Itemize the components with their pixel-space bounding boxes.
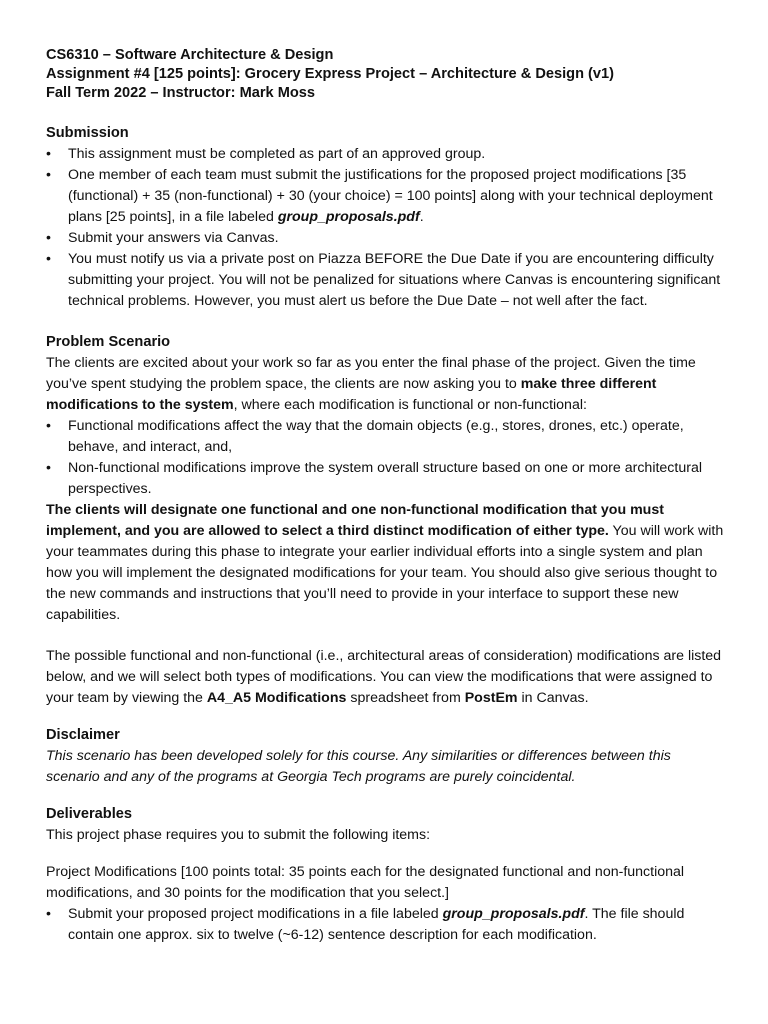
filename: group_proposals.pdf bbox=[277, 209, 420, 225]
deliverables-intro: This project phase requires you to submit the following items: bbox=[46, 827, 431, 843]
scenario-paragraph: The clients are excited about your work so far as you enter the final phase of the project. Given the time you’ve spent studying the problem space, the clients are now asking you to make three different modifications to the system, where each modification is functional or non-functional: bbox=[46, 355, 696, 413]
list-item: • Non-functional modifications improve the system overall structure based on one or more architectural perspectives. bbox=[46, 458, 728, 500]
list-item: • Submit your answers via Canvas. bbox=[46, 228, 728, 249]
modifications-heading: Project Modifications [100 points total: 35 points each for the designated functional and non-functional modifications, and 30 points for the modification that you select.] bbox=[46, 864, 685, 901]
disclaimer-text: This scenario has been developed solely for this course. Any similarities or differences between this scenario and any of the programs at Georgia Tech programs are purely coincidental. bbox=[46, 748, 671, 785]
scenario-paragraph: The possible functional and non-functional (i.e., architectural areas of consideration) modifications are listed below, and we will select both types of modifications. You can view the modifications that were assigned to your team by viewing the A4_A5 Modifications spreadsheet from PostEm in Canvas. bbox=[46, 648, 722, 706]
assignment-title: Assignment #4 [125 points]: Grocery Express Project – Architecture & Design (v1) bbox=[46, 66, 614, 82]
list-item: • You must notify us via a private post on Piazza BEFORE the Due Date if you are encountering difficulty submitting your project. You will not be penalized for situations where Canvas is encountering significant technical problems. However, you must alert us before the Due Date – not well after the fact. bbox=[46, 249, 728, 312]
list-item: • This assignment must be completed as part of an approved group. bbox=[46, 144, 728, 165]
list-item: • Functional modifications affect the way that the domain objects (e.g., stores, drones, etc.) operate, behave, and interact, and, bbox=[46, 416, 728, 458]
filename: group_proposals.pdf bbox=[442, 906, 585, 922]
disclaimer-heading: Disclaimer bbox=[46, 727, 120, 743]
deliverables-list bbox=[46, 904, 728, 946]
scenario-paragraph: The clients will designate one functional and one non-functional modification that you must implement, and you are allowed to select a third distinct modification of either type. You will work with your teammates during this phase to integrate your earlier individual efforts into a single system and plan how you will implement the designated modifications for your team. You should also give serious thought to the new commands and instructions that you’ll need to provide in your interface to support these new capabilities. bbox=[46, 502, 724, 623]
term-instructor: Fall Term 2022 – Instructor: Mark Moss bbox=[46, 85, 315, 101]
list-item: • Submit your proposed project modifications in a file labeled group_proposals.pdf. The file should contain one approx. six to twelve (~6-12) sentence description for each modification. bbox=[46, 904, 728, 946]
list-item: • One member of each team must submit the justifications for the proposed project modifications [35 (functional) + 35 (non-functional) + 30 (your choice) = 100 points] along with your technical deployment plans [25 points], in a file labeled group_proposals.pdf. bbox=[46, 165, 728, 228]
modification-types-list bbox=[46, 416, 728, 500]
submission-heading: Submission bbox=[46, 125, 129, 141]
document-page bbox=[46, 46, 728, 946]
course-title: CS6310 – Software Architecture & Design bbox=[46, 47, 334, 63]
submission-list bbox=[46, 144, 728, 312]
scenario-heading: Problem Scenario bbox=[46, 334, 171, 350]
deliverables-heading: Deliverables bbox=[46, 806, 132, 822]
